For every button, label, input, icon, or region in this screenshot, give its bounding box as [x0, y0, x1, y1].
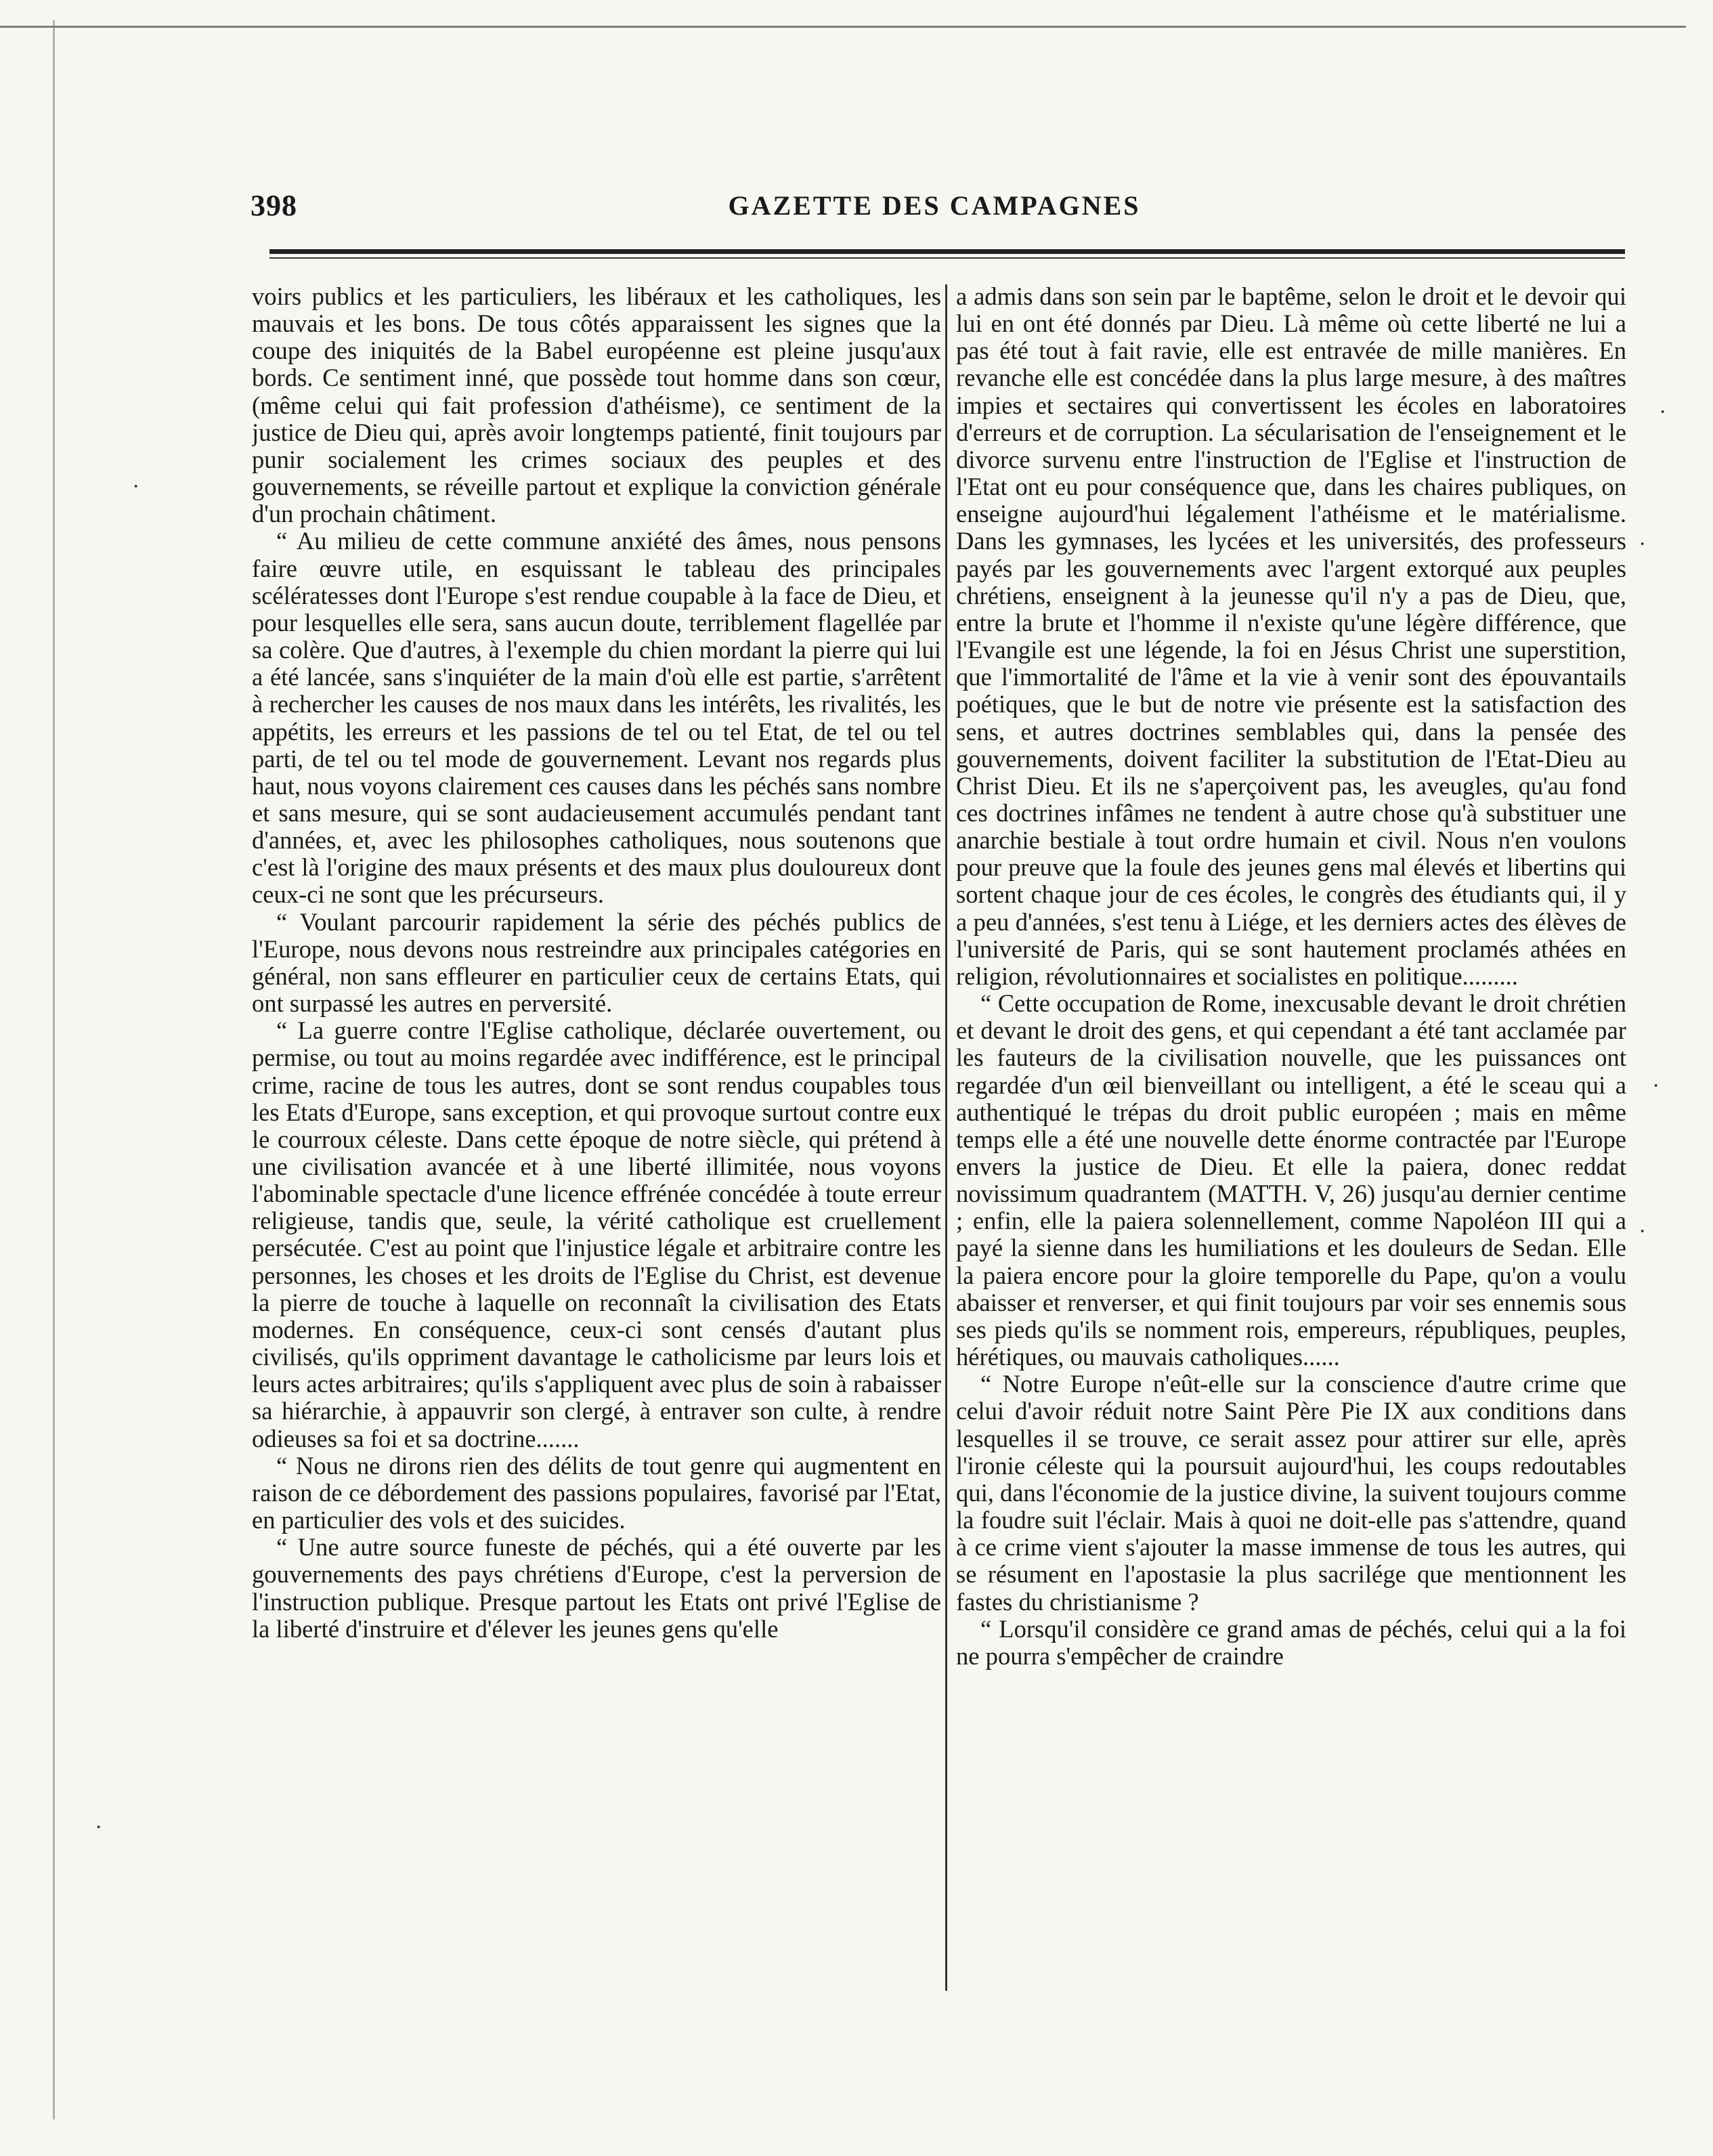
paragraph: “ Cette occupation de Rome, inexcusable devant le droit chrétien et devant le droit des gens, et qui cependant a été tant acclamée par les fauteurs de la civilisation nouvelle, que les puissances ont regardée d'un œil bienveillant ou intelligent, a été le sceau qui a authentiqué le trépas du droit public européen ; mais en même temps elle a été une nouvelle dette énorme contractée par l'Europe envers la justice de Dieu. Et elle la paiera, donec reddat novissimum quadrantem (MATTH. V, 26) jusqu'au dernier centime ; enfin, elle la paiera solennellement, comme Napoléon III qui a payé la sienne dans les humiliations et les douleurs de Sedan. Elle la paiera encore pour la gloire temporelle du Pape, qu'on a voulu abaisser et renverser, et qui finit toujours par voir ses ennemis sous ses pieds qu'ils se nomment rois, empereurs, républiques, peuples, hérétiques, ou mauvais catholiques...... — [956, 989, 1626, 1371]
paragraph: “ Nous ne dirons rien des délits de tout genre qui augmentent en raison de ce débordement des passions populaires, favorisé par l'Etat, en particulier des vols et des suicides. — [252, 1451, 941, 1534]
left-column — [252, 283, 941, 2017]
page-number: 398 — [251, 189, 297, 222]
page-header — [251, 188, 1618, 229]
header-rule — [269, 249, 1625, 254]
paragraph: “ Voulant parcourir rapidement la série des péchés publics de l'Europe, nous devons nous restreindre aux principales catégories en général, non sans effleurer en particulier ceux de certains Etats, qui ont surpassé les autres en perversité. — [252, 907, 941, 1018]
paragraph: a admis dans son sein par le baptême, selon le droit et le devoir qui lui en ont été donnés par Dieu. Là même où cette liberté ne lui a pas été tout à fait ravie, elle est entravée de mille manières. En revanche elle est concédée dans la plus large mesure, à des maîtres impies et sectaires qui convertissent les écoles en laboratoires d'erreurs et de corruption. La sécularisation de l'enseignement et le divorce survenu entre l'instruction de l'Eglise et l'instruction de l'Etat ont eu pour conséquence que, dans les chaires publiques, on enseigne aujourd'hui légalement l'athéisme et le matérialisme. Dans les gymnases, les lycées et les universités, des professeurs payés par les gouvernements avec l'argent extorqué aux peuples chrétiens, enseignent à la jeunesse qu'il n'y a pas de Dieu, que, entre la brute et l'homme il n'existe qu'une légère différence, que l'Evangile est une légende, la foi en Jésus Christ une superstition, que l'immortalité de l'âme et la vie à venir sont des épouvantails poétiques, que le but de notre vie présente est la satisfaction des sens, et autres doctrines semblables qui, dans la pensée des gouvernements, doivent faciliter la substitution de l'Etat-Dieu au Christ Dieu. Et ils ne s'aperçoivent pas, les aveugles, qu'au fond ces doctrines infâmes ne tendent à autre chose qu'à substituer une anarchie bestiale à tout ordre humain et civil. Nous n'en voulons pour preuve que la foule des jeunes gens mal élevés et libertins qui sortent chaque jour de ces écoles, le congrès des étudiants qui, il y a peu d'années, s'est tenu à Liége, et les derniers actes des élèves de l'université de Paris, qui se sont hautement proclamés athées en religion, révolutionnaires et socialistes en politique......... — [956, 283, 1626, 990]
scan-speck: · — [1639, 532, 1647, 557]
scan-speck: · — [95, 1815, 103, 1840]
scan-speck: · — [132, 474, 140, 499]
paragraph: “ La guerre contre l'Eglise catholique, déclarée ouvertement, ou permise, ou tout au moins regardée avec indifférence, est le principal crime, racine de tous les autres, dont se sont rendus coupables tous les Etats d'Europe, sans exception, et qui provoque surtout contre eux le courroux céleste. Dans cette époque de notre siècle, qui prétend à une civilisation avancée et à une liberté illimitée, nous voyons l'abominable spectacle d'une licence effrénée concédée à toute erreur religieuse, tandis que, seule, la vérité catholique est cruellement persécutée. C'est au point que l'injustice légale et arbitraire contre les personnes, les choses et les droits de l'Eglise du Christ, est devenue la pierre de touche à laquelle on reconnaît la civilisation des Etats modernes. En conséquence, ceux-ci sont censés d'autant plus civilisés, qu'ils oppriment davantage le catholicisme par leurs lois et leurs actes arbitraires; qu'ils s'appliquent avec plus de soin à rabaisser sa hiérarchie, à appauvrir son clergé, à entraver son culte, à rendre odieuses sa foi et sa doctrine....... — [252, 1016, 941, 1452]
paragraph: “ Notre Europe n'eût-elle sur la conscience d'autre crime que celui d'avoir réduit notre Saint Père Pie IX aux conditions dans lesquelles il se trouve, ce serait assez pour attirer sur elle, après l'ironie céleste qui la poursuit aujourd'hui, les coups redoutables qui, dans l'économie de la justice divine, la suivent toujours comme la foudre suit l'éclair. Mais à quoi ne doit-elle pas s'attendre, quand à ce crime vient s'ajouter la masse immense de tous les autres, qui se résument en l'apostasie la plus sacrilége que mentionnent les fastes du christianisme ? — [956, 1370, 1626, 1616]
column-divider — [945, 284, 947, 1991]
scan-top-edge — [0, 26, 1686, 28]
paragraph: “ Une autre source funeste de péchés, qui a été ouverte par les gouvernements des pays chrétiens d'Europe, c'est la perversion de l'instruction publique. Presque partout les Etats ont privé l'Eglise de la liberté d'instruire et d'élever les jeunes gens qu'elle — [252, 1533, 941, 1643]
journal-title: GAZETTE DES CAMPAGNES — [728, 190, 1141, 221]
paragraph: “ Lorsqu'il considère ce grand amas de péchés, celui qui a la foi ne pourra s'empêcher de craindre — [956, 1614, 1626, 1670]
header-rule-thin — [269, 257, 1625, 259]
paragraph: “ Au milieu de cette commune anxiété des âmes, nous pensons faire œuvre utile, en esquissant le tableau des principales scélératesses dont l'Europe s'est rendue coupable à la face de Dieu, et pour lesquelles elle sera, sans aucun doute, terriblement flagellée par sa colère. Que d'autres, à l'exemple du chien mordant la pierre qui lui a été lancée, sans s'inquiéter de la main d'où elle est partie, s'arrêtent à rechercher les causes de nos maux dans les intérêts, les rivalités, les appétits, les erreurs et les passions de tel ou tel Etat, de tel ou tel parti, de tel ou tel mode de gouvernement. Levant nos regards plus haut, nous voyons clairement ces causes dans les péchés sans nombre et sans mesure, qui se sont audacieusement accumulés pendant tant d'années, et, avec les philosophes catholiques, nous soutenons que c'est là l'origine des maux présents et des maux plus douloureux dont ceux-ci ne sont que les précurseurs. — [252, 527, 941, 909]
scan-speck: · — [1639, 1219, 1647, 1244]
paragraph: voirs publics et les particuliers, les libéraux et les catholiques, les mauvais et les bons. De tous côtés apparaissent les signes que la coupe des iniquités de la Babel européenne est pleine jusqu'aux bords. Ce sentiment inné, que possède tout homme dans son cœur, (même celui qui fait profession d'athéisme), ce sentiment de la justice de Dieu qui, après avoir longtemps patienté, finit toujours par punir socialement les crimes sociaux des peuples et des gouvernements, se réveille partout et explique la conviction générale d'un prochain châtiment. — [252, 283, 941, 528]
scan-speck: · — [1659, 400, 1667, 425]
right-column — [956, 283, 1626, 2017]
scan-left-edge — [53, 20, 55, 2119]
scan-speck: · — [1652, 1073, 1660, 1098]
